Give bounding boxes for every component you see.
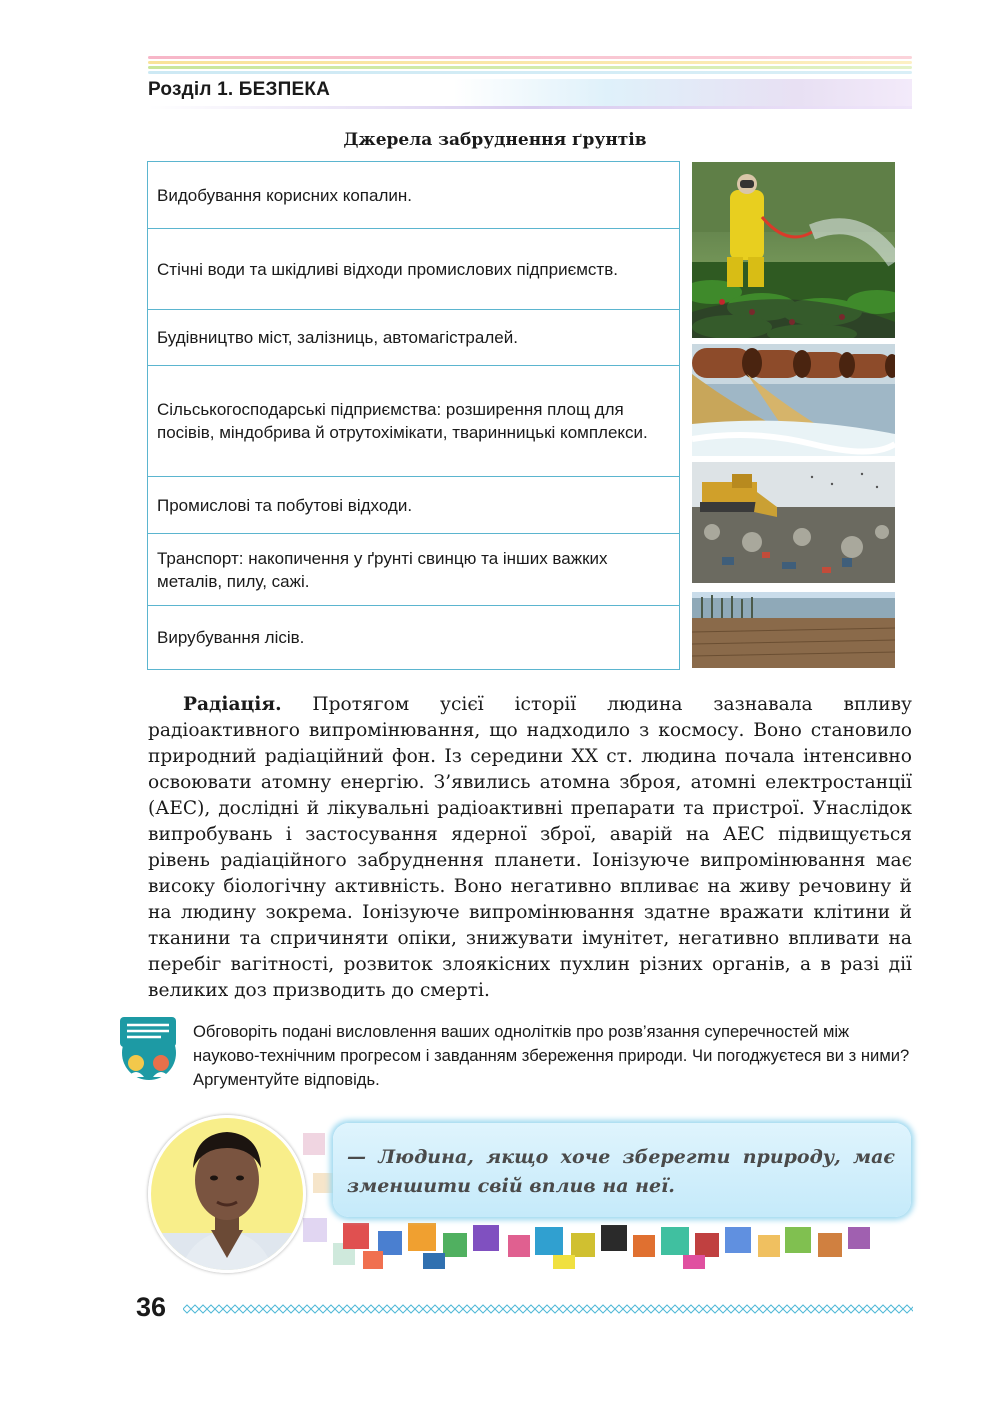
student-portrait [148,1115,306,1273]
table-row: Стічні води та шкідливі відходи промислових підприємств. [148,229,679,310]
pollution-sources-table [147,161,680,670]
photo-deforestation [692,592,895,668]
photo-wastewater-pipes [692,344,895,456]
table-row: Видобування корисних копалин. [148,162,679,229]
section-title: Розділ 1. БЕЗПЕКА [148,79,331,100]
radiation-text: Протягом усієї історії людина зазнавала впливу радіоактивного випромінювання, що надходило з космосу. Воно становило природний радіаційний фон. Із середини XX ст. людина почала інтенсивно освоювати атомну енергію. З’явились атомна зброя, атомні електростанції (АЕС), дослідні й лікувальні радіоактивні препарати та пристрої. Унаслідок випробувань і застосування ядерної зброї, аварій на АЕС підвищується рівень радіаційного забруднення планети. Іонізуюче випромінювання має високу біологічну активність. Воно негативно впливає на живу речовину й на людину зокрема. Іонізуюче випромінювання здатне вражати клітини й тканини та спричиняти опіки, знижувати імунітет, негативно впливати на перебіг вагітності, розвиток злоякісних пухлин різних органів, а в разі дії великих доз призводить до смерті. [148,694,912,1001]
discussion-icon [116,1015,182,1081]
discussion-prompt: Обговоріть подані висловлення ваших однолітків про розв’язання суперечностей між науково-технічним прогресом і завданням збереження природи. Чи погоджуєтеся ви з ними? Аргументуйте відповідь. [193,1022,910,1089]
radiation-paragraph [148,692,912,1004]
page-number: 36 [136,1292,167,1322]
dialog-area [148,1115,913,1275]
table-row: Вирубування лісів. [157,628,305,647]
photo-pesticide-spraying [692,162,895,338]
radiation-term: Радіація. [183,694,282,715]
table-title: Джерела забруднення ґрунтів [343,130,647,150]
table-row: Сільськогосподарські підприємства: розширення площ для посівів, міндобрива й отрутохімікати, тваринницькі комплекси. [148,366,679,477]
table-row: Транспорт: накопичення у ґрунті свинцю та інших важких металів, пилу, сажі. [148,534,679,606]
table-row: Промислові та побутові відходи. [148,477,679,534]
table-row: Будівництво міст, залізниць, автомагістралей. [148,310,679,366]
dialog-quote: — Людина, якщо хоче зберегти природу, має зменшити свій вплив на неї. [347,1146,895,1197]
photo-landfill [692,462,895,583]
header-stripes [148,56,912,78]
speech-bubble [333,1123,911,1217]
section-underline [148,106,912,109]
footer-ornament [183,1302,913,1314]
